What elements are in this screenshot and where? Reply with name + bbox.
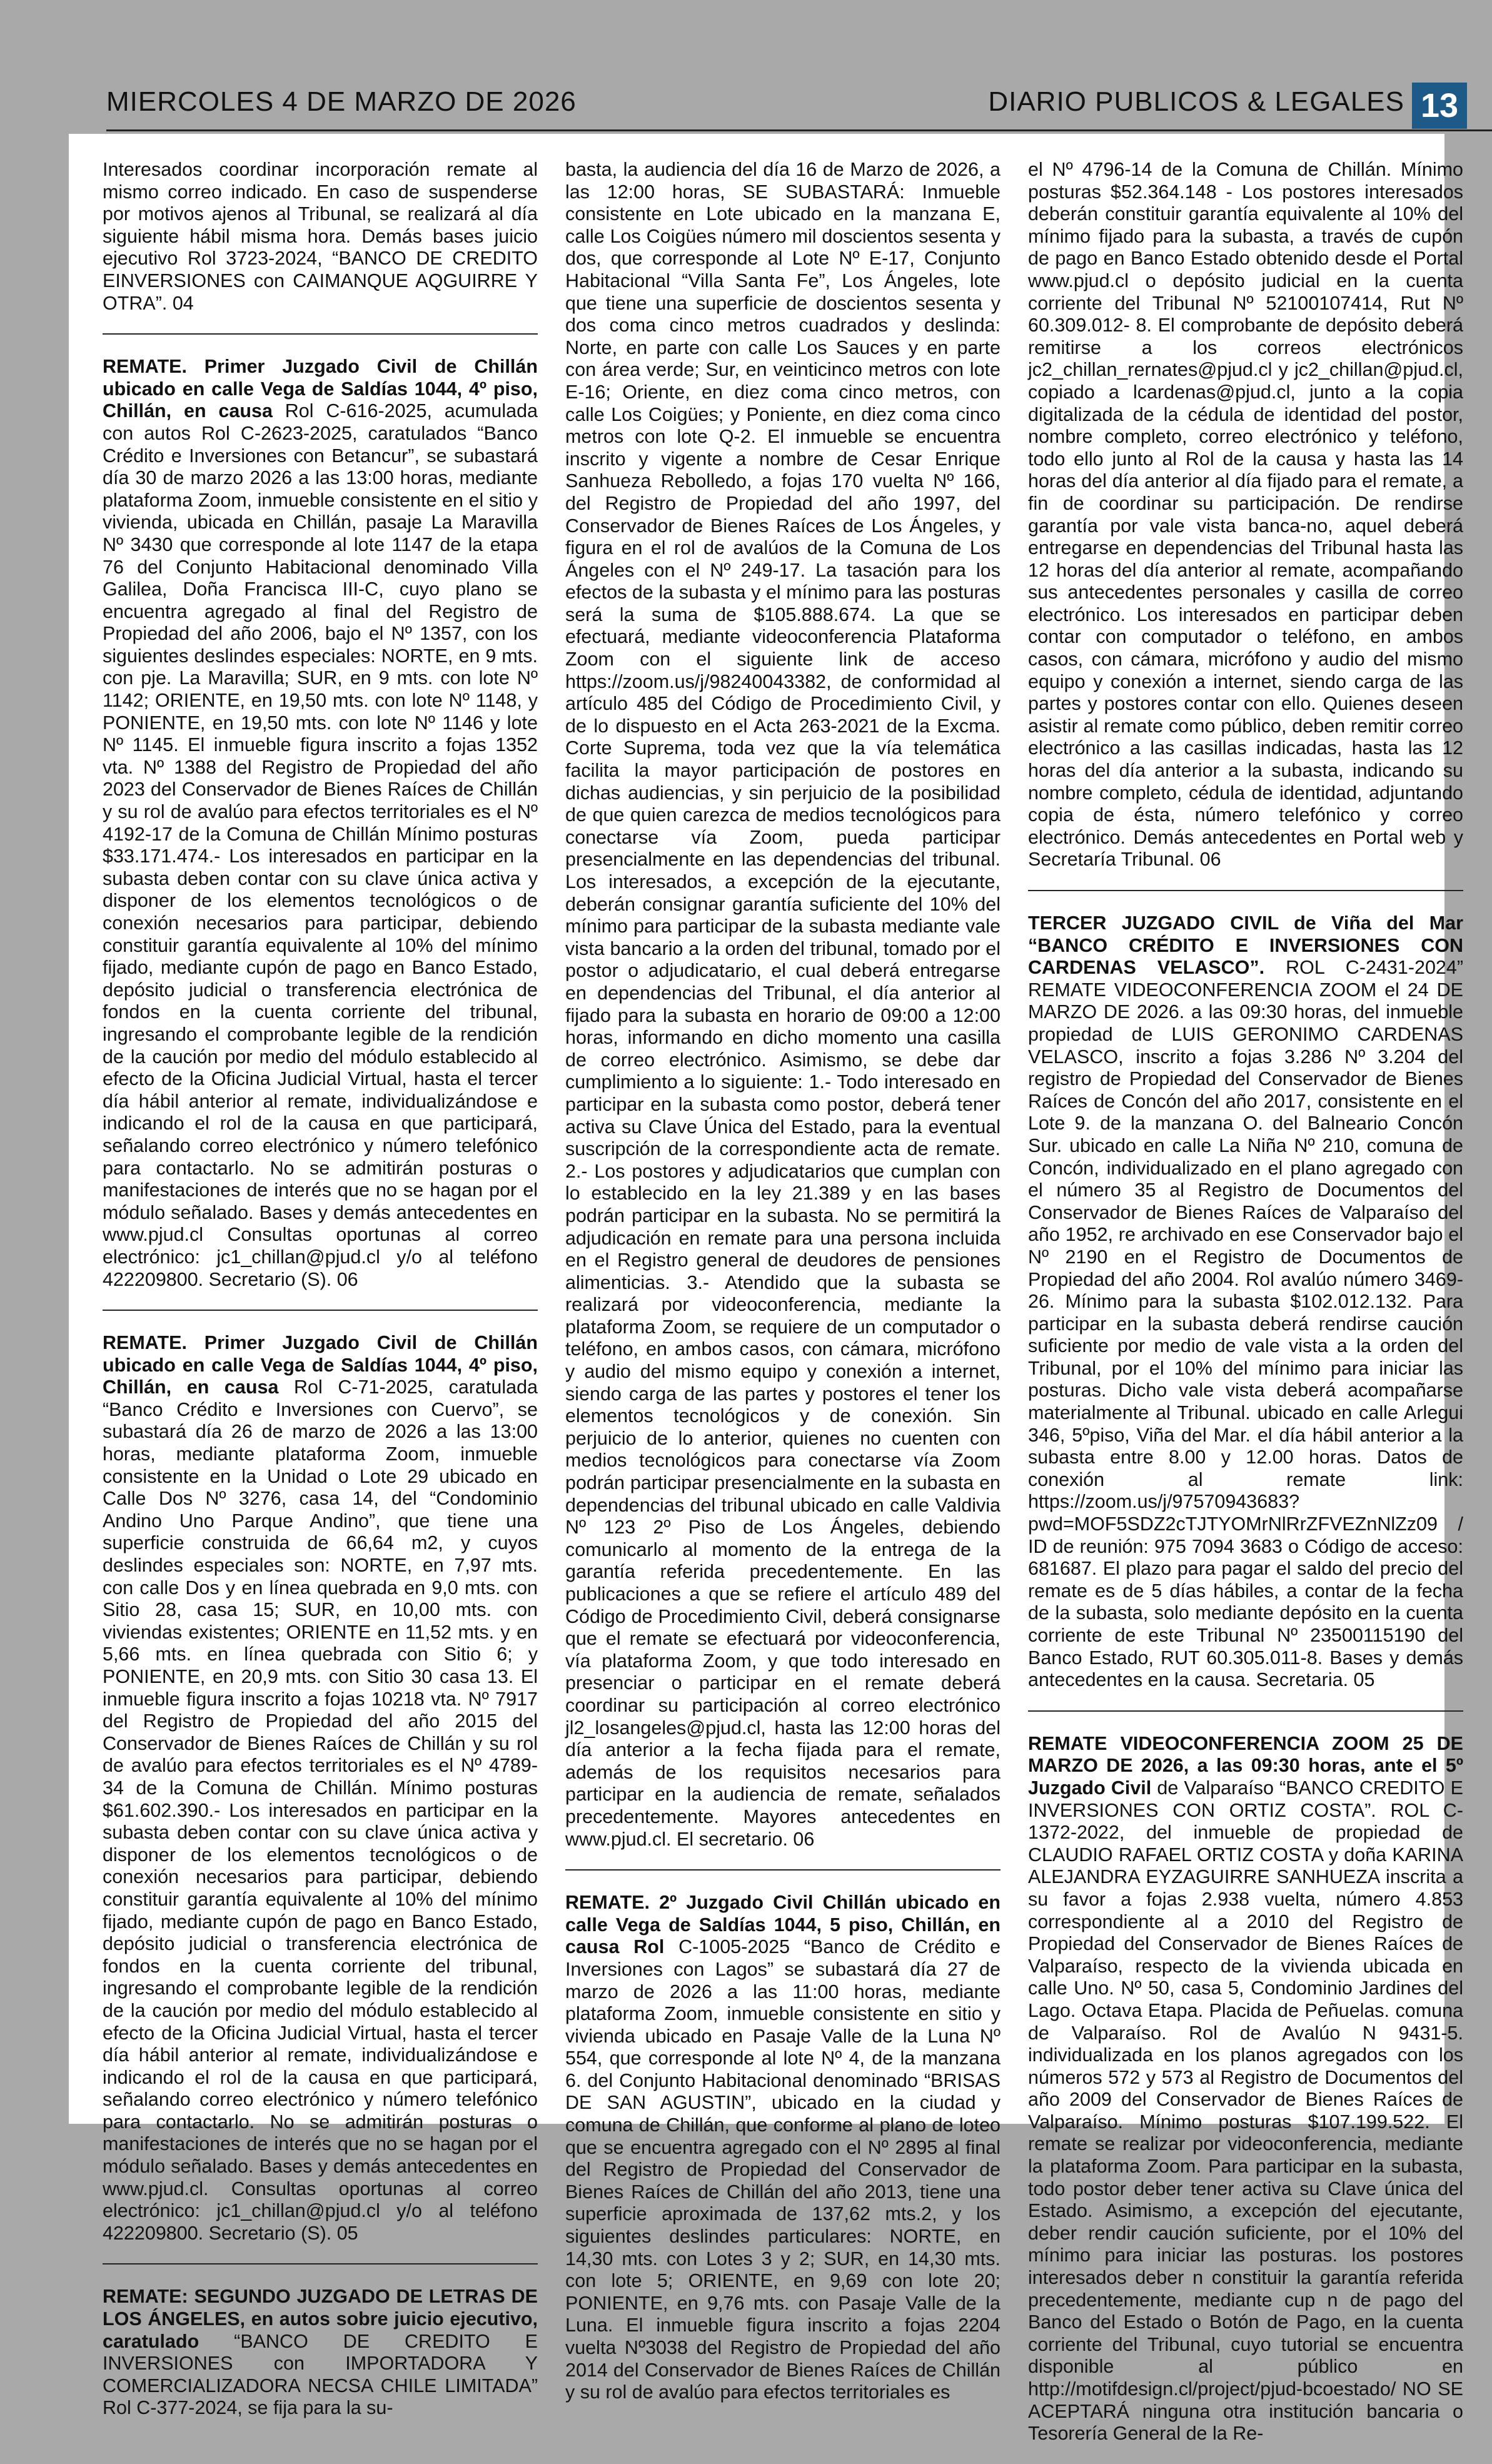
page-body	[69, 134, 1463, 2445]
header-rule	[106, 129, 1492, 131]
legal-notice	[103, 159, 538, 315]
legal-notice	[565, 159, 1001, 1851]
notice-separator	[565, 1869, 1001, 1871]
notice-text: Interesados coordinar incorporación remate al mismo correo indicado. En caso de suspenderse por motivos ajenos al Tribunal, se realizará al día siguiente hábil misma hora. Demás bases juicio ejecutivo Rol 3723-2024, “BANCO DE CREDITO EINVERSIONES con CAIMANQUE AQGUIRRE Y OTRA”. 04	[103, 159, 538, 314]
notice-text: C-1005-2025 “Banco de Crédito e Inversiones con Lagos” se subastará día 27 de marzo de 2026 a las 11:00 horas, mediante plataforma Zoom, inmueble consistente en sitio y vivienda ubicado en Pasaje Valle de la Luna Nº 554, que corresponde al lote Nº 4, de la manzana 6. del Conjunto Habitacional denominado “BRISAS DE SAN AGUSTIN”, ubicado en la ciudad y comuna de Chillán, que conforme al plano de loteo que se encuentra agregado con el Nº 2895 al final del Registro de Propiedad del Conservador de Bienes Raíces de Chillán del año 2013, tiene una superficie aproximada de 137,62 mts.2, y los siguientes deslindes particulares: NORTE, en 14,30 mts. con Lotes 3 y 2; SUR, en 14,30 mts. con lote 5; ORIENTE, en 9,69 con lote 20; PONIENTE, en 9,76 mts. con Pasaje Valle de la Luna. El inmueble figura inscrito a fojas 2204 vuelta Nº3038 del Registro de Propiedad del año 2014 del Conservador de Bienes Raíces de Chillán y su rol de avalúo para efectos territoriales es	[565, 1936, 1001, 2403]
page-number-badge: 13	[1412, 83, 1467, 129]
notice-separator	[1028, 890, 1463, 891]
notice-text: el Nº 4796-14 de la Comuna de Chillán. Mínimo posturas $52.364.148 - Los postores interesados deberán constituir garantía equivalente al 10% del mínimo fijado para la subasta, a través de cupón de pago en Banco Estado obtenido desde el Portal www.pjud.cl o depósito judicial en la cuenta corriente del Tribunal Nº 52100107414, Rut Nº 60.309.012- 8. El comprobante de depósito deberá remitirse a los correos electrónicos jc2_chillan_rernates@pjud.cl y jc2_chillan@pjud.cl, copiado a lcardenas@pjud.cl, junto a la copia digitalizada de la cédula de identidad del postor, nombre completo, correo electrónico y teléfono, todo ello junto al Rol de la causa y hasta las 14 horas del día anterior al día fijado para el remate, a fin de coordinar su participación. De rendirse garantía por vale vista banca-no, aquel deberá entregarse en dependencias del Tribunal hasta las 12 horas del día anterior al remate, acompañando sus antecedentes personales y casilla de correo electrónico. Los interesados en participar deben contar con computador o teléfono, en ambos casos, con cámara, micrófono y audio del mismo equipo y conexión a internet, siendo carga de las partes y postores contar con ello. Quienes deseen asistir al remate como público, deben remitir correo electrónico a las casillas indicadas, hasta las 12 horas del día anterior a la subasta, indicando su nombre completo, cédula de identidad, adjuntando copia de ésta, número telefónico y correo electrónico. Demás antecedentes en Portal web y Secretaría Tribunal. 06	[1028, 159, 1463, 871]
issue-date: MIERCOLES 4 DE MARZO DE 2026	[106, 86, 577, 117]
notice-text: basta, la audiencia del día 16 de Marzo de 2026, a las 12:00 horas, SE SUBASTARÁ: Inmueble consistente en Lote ubicado en la manzana E, calle Los Coigües número mil doscientos sesenta y dos, que corresponde al Lote Nº E-17, Conjunto Habitacional “Villa Santa Fe”, Los Ángeles, lote que tiene una superficie de doscientos sesenta y dos coma cinco metros cuadrados y deslinda: Norte, en parte con calle Los Sauces y en parte con área verde; Sur, en veinticinco metros con lote E-16; Oriente, en diez coma cinco metros, con calle Los Coigües; y Poniente, en diez coma cinco metros con lote Q-2. El inmueble se encuentra inscrito y vigente a nombre de Cesar Enrique Sanhueza Rebolledo, a fojas 170 vuelta Nº 166, del Registro de Propiedad del año 1997, del Conservador de Bienes Raíces de Los Ángeles, y figura en el rol de avalúos de la Comuna de Los Ángeles con el Nº 249-17. La tasación para los efectos de la subasta y el mínimo para las posturas será la suma de $105.888.674. La que se efectuará, mediante videoconferencia Plataforma Zoom con el siguiente link de acceso https://zoom.us/j/98240043382, de conformidad al artículo 485 del Código de Procedimiento Civil, y de lo dispuesto en el Acta 263-2021 de la Excma. Corte Suprema, toda vez que la vía telemática facilita la mayor participación de postores en dichas audiencias, y sin perjuicio de la posibilidad de que quien carezca de medios tecnológicos para conectarse vía Zoom, pueda participar presencialmente en las dependencias del tribunal. Los interesados, a excepción de la ejecutante, deberán consignar garantía suficiente del 10% del mínimo para participar de la subasta mediante vale vista bancario a la orden del tribunal, tomado por el postor o adjudicatario, el cual deberá entregarse en dependencias del Tribunal, el día anterior al fijado para la subasta en horario de 09:00 a 12:00 horas, informando en dicho momento una casilla de correo electrónico. Asimismo, se debe dar cumplimiento a lo siguiente: 1.- Todo interesado en participar en la subasta como postor, deberá tener activa su Clave Única del Estado, para la eventual suscripción de la correspondiente acta de remate. 2.- Los postores y adjudicatarios que cumplan con lo establecido en la ley 21.389 y en las bases podrán participar en la subasta. No se permitirá la adjudicación en remate para una persona incluida en el Registro general de deudores de pensiones alimenticias. 3.- Atendido que la subasta se realizará por videoconferencia, mediante la plataforma Zoom, se requiere de un computador o teléfono, en ambos casos, con cámara, micrófono y audio del mismo equipo y conexión a internet, siendo carga de las partes y postores el tener los elementos tecnológicos y de conexión. Sin perjuicio de lo anterior, quienes no cuenten con medios tecnológicos para conectarse vía Zoom podrán participar presencialmente en la subasta en dependencias del tribunal ubicado en calle Valdivia Nº 123 2º Piso de Los Ángeles, debiendo comunicarlo al momento de la entrega de la garantía referida precedentemente. En las publicaciones a que se refiere el artículo 489 del Código de Procedimiento Civil, deberá consignarse que el remate se efectuará por videoconferencia, vía plataforma Zoom, y que todo interesado en presenciar o participar en el remate deberá coordinar su participación al correo electrónico jl2_losangeles@pjud.cl, hasta las 12:00 horas del día anterior a la fecha fijada para el remate, además de los requisitos necesarios para participar en la audiencia de remate, señalados precedentemente. Mayores antecedentes en www.pjud.cl. El secretario. 06	[565, 159, 1001, 1850]
notice-separator	[1028, 1710, 1463, 1712]
notice-heading: REMATE: SEGUNDO JUZGADO DE LETRAS DE LOS ÁNGELES, en autos sobre juicio ejecutivo, caratulado	[103, 2286, 538, 2352]
notice-text: ROL C-2431-2024” REMATE VIDEOCONFERENCIA ZOOM el 24 DE MARZO DE 2026. a las 09:30 horas, del inmueble propiedad de LUIS GERONIMO CARDENAS VELASCO, inscrito a fojas 3.286 Nº 3.204 del registro de Propiedad del Conservador de Bienes Raíces de Concón del año 2017, consistente en el Lote 9. de la manzana O. del Balneario Concón Sur. ubicado en calle La Niña Nº 210, comuna de Concón, individualizado en el plano agregado con el número 35 al Registro de Documentos del Conservador de Bienes Raíces de Valparaíso del año 1952, re archivado en ese Conservador bajo el Nº 2190 en el Registro de Documentos de Propiedad del año 2004. Rol avalúo número 3469-26. Mínimo para la subasta $102.012.132. Para participar en la subasta deberá rendirse caución suficiente por medio de vale vista a la orden del Tribunal, por el 10% del mínimo para iniciar las posturas. Dicho vale vista deberá acompañarse materialmente al Tribunal. ubicado en calle Arlegui 346, 5ºpiso, Viña del Mar. el día hábil anterior a la subasta entre 8.00 y 12.00 horas. Datos de conexión al remate link: https://zoom.us/j/97570943683?pwd=MOF5SDZ2cTJTYOMrNlRrZFVEZnNlZz09 / ID de reunión: 975 7094 3683 o Código de acceso: 681687. El plazo para pagar el saldo del precio del remate es de 5 días hábiles, a contar de la fecha de la subasta, solo mediante depósito en la cuenta corriente de este Tribunal Nº 23500115190 del Banco Estado, RUT 60.305.011-8. Bases y demás antecedentes en la causa. Secretaria. 05	[1028, 957, 1463, 1691]
notice-separator	[103, 2263, 538, 2265]
notice-text: de Valparaíso “BANCO CREDITO E INVERSIONES CON ORTIZ COSTA”. ROL C-1372-2022, del inmueble de propiedad de CLAUDIO RAFAEL ORTIZ COSTA y doña KARINA ALEJANDRA EYZAGUIRRE SANHUEZA inscrita a su favor a fojas 2.938 vuelta, número 4.853 correspondiente al a 2010 del Registro de Propiedad del Conservador de Bienes Raíces de Valparaíso, respecto de la vivienda ubicada en calle Uno. Nº 50, casa 5, Condominio Jardines del Lago. Octava Etapa. Placida de Peñuelas. comuna de Valparaíso. Rol de Avalúo N 9431-5. individualizada en los planos agregados con los números 572 y 573 al Registro de Documentos del año 2009 del Conservador de Bienes Raíces de Valparaíso. Mínimo posturas $107.199.522. El remate se realizar por videoconferencia, mediante la plataforma Zoom. Para participar en la subasta, todo postor deber tener activa su Clave única del Estado. Asimismo, a excepción del ejecutante, deber rendir caución suficiente, por el 10% del mínimo para iniciar las posturas. los postores interesados deber n constituir la garantía referida precedentemente, mediante cup n de pago del Banco del Estado o Botón de Pago, en la cuenta corriente del Tribunal, cuyo tutorial se encuentra disponible al público en http://motifdesign.cl/project/pjud-bcoestado/ NO SE ACEPTARÁ ninguna otra institución bancaria o Tesorería General de la Re-	[1028, 1777, 1463, 2445]
legal-notice	[1028, 912, 1463, 1692]
notice-heading: REMATE. Primer Juzgado Civil de Chillán ubicado en calle Vega de Saldías 1044, 4º piso, Chillán, en causa	[103, 1332, 538, 1398]
legal-notice	[1028, 1733, 1463, 2445]
notice-separator	[103, 1310, 538, 1311]
legal-notice	[565, 1892, 1001, 2404]
column-3	[1028, 159, 1463, 2464]
notice-heading: REMATE VIDEOCONFERENCIA ZOOM 25 DE MARZO DE 2026, a las 09:30 horas, ante el 5º Juzgado Civil	[1028, 1732, 1463, 1799]
legal-notice	[103, 2286, 538, 2420]
newspaper-name: DIARIO PUBLICOS & LEGALES	[988, 86, 1404, 117]
legal-notice	[103, 1332, 538, 2244]
legal-notice	[103, 356, 538, 1291]
notice-heading: REMATE. Primer Juzgado Civil de Chillán ubicado en calle Vega de Saldías 1044, 4º piso, Chillán, en causa	[103, 356, 538, 422]
notice-text: Rol C-616-2025, acumulada con autos Rol C-2623-2025, caratulados “Banco Crédito e Inversiones con Betancur”, se subastará día 30 de marzo 2026 a las 13:00 horas, mediante plataforma Zoom, inmueble consistente en el sitio y vivienda, ubicada en Chillán, pasaje La Maravilla Nº 3430 que corresponde al lote 1147 de la etapa 76 del Conjunto Habitacional denominado Villa Galilea, Doña Francisca III-C, cuyo plano se encuentra agregado al final del Registro de Propiedad del año 2006, bajo el Nº 1357, con los siguientes deslindes especiales: NORTE, en 9 mts. con pje. La Maravilla; SUR, en 9 mts. con lote Nº 1142; ORIENTE, en 19,50 mts. con lote Nº 1148, y PONIENTE, en 19,50 mts. con lote Nº 1146 y lote Nº 1145. El inmueble figura inscrito a fojas 1352 vta. Nº 1388 del Registro de Propiedad del año 2023 del Conservador de Bienes Raíces de Chillán y su rol de avalúo para efectos territoriales es el Nº 4192-17 de la Comuna de Chillán Mínimo posturas $33.171.474.- Los interesados en participar en la subasta deben contar con su clave única activa y disponer de los elementos tecnológicos o de conexión necesarios para participar, debiendo constituir garantía equivalente al 10% del mínimo fijado, mediante cupón de pago en Banco Estado, depósito judicial o transferencia electrónica de fondos en la cuenta corriente del tribunal, ingresando el comprobante legible de la rendición de la caución por medio del módulo establecido al efecto de la Oficina Judicial Virtual, hasta el tercer día hábil anterior al remate, individualizándose e indicando el rol de la causa en que participará, señalando correo electrónico y número telefónico para contactarlo. No se admitirán posturas o manifestaciones de interés que no se hagan por el módulo señalado. Bases y demás antecedentes en www.pjud.cl Consultas oportunas al correo electrónico: jc1_chillan@pjud.cl y/o al teléfono 422209800. Secretario (S). 06	[103, 400, 538, 1290]
legal-notice	[1028, 159, 1463, 871]
notice-heading: REMATE. 2º Juzgado Civil Chillán ubicado en calle Vega de Saldías 1044, 5 piso, Chillán, en causa Rol	[565, 1892, 1001, 1958]
notice-text: Rol C-71-2025, caratulada “Banco Crédito e Inversiones con Cuervo”, se subastará día 26 de marzo de 2026 a las 13:00 horas, mediante plataforma Zoom, inmueble consistente en la Unidad o Lote 29 ubicado en Calle Dos Nº 3276, casa 14, del “Condominio Andino Uno Parque Andino”, que tiene una superficie construida de 66,64 m2, y cuyos deslindes especiales son: NORTE, en 7,97 mts. con calle Dos y en línea quebrada en 9,0 mts. con Sitio 28, casa 15; SUR, en 10,00 mts. con viviendas existentes; ORIENTE en 11,52 mts. y en 5,66 mts. en línea quebrada con Sitio 6; y PONIENTE, en 20,9 mts. con Sitio 30 casa 13. El inmueble figura inscrito a fojas 10218 vta. Nº 7917 del Registro de Propiedad del año 2015 del Conservador de Bienes Raíces de Chillán y su rol de avalúo para efectos territoriales es el Nº 4789-34 de la Comuna de Chillán. Mínimo posturas $61.602.390.- Los interesados en participar en la subasta deben contar con su clave única activa y disponer de los elementos tecnológicos o de conexión necesarios para participar, debiendo constituir garantía equivalente al 10% del mínimo fijado, mediante cupón de pago en Banco Estado, depósito judicial o transferencia electrónica de fondos en la cuenta corriente del tribunal, ingresando el comprobante legible de la rendición de la caución por medio del módulo establecido al efecto de la Oficina Judicial Virtual, hasta el tercer día hábil anterior al remate, individualizándose e indicando el rol de la causa en que participará, señalando correo electrónico y número telefónico para contactarlo. No se admitirán posturas o manifestaciones de interés que no se hagan por el módulo señalado. Bases y demás antecedentes en www.pjud.cl. Consultas oportunas al correo electrónico: jc1_chillan@pjud.cl y/o al teléfono 422209800. Secretario (S). 05	[103, 1376, 538, 2244]
notice-separator	[103, 333, 538, 335]
notice-heading: TERCER JUZGADO CIVIL de Viña del Mar “BANCO CRÉDITO E INVERSIONES CON CARDENAS VELASCO”.	[1028, 912, 1463, 979]
page-header	[69, 80, 1492, 133]
column-2	[565, 159, 1001, 2423]
column-1	[103, 159, 538, 2438]
notice-text: “BANCO DE CREDITO E INVERSIONES con IMPORTADORA Y COMERCIALIZADORA NECSA CHILE LIMITADA” Rol C-377-2024, se fija para la su-	[103, 2330, 538, 2419]
